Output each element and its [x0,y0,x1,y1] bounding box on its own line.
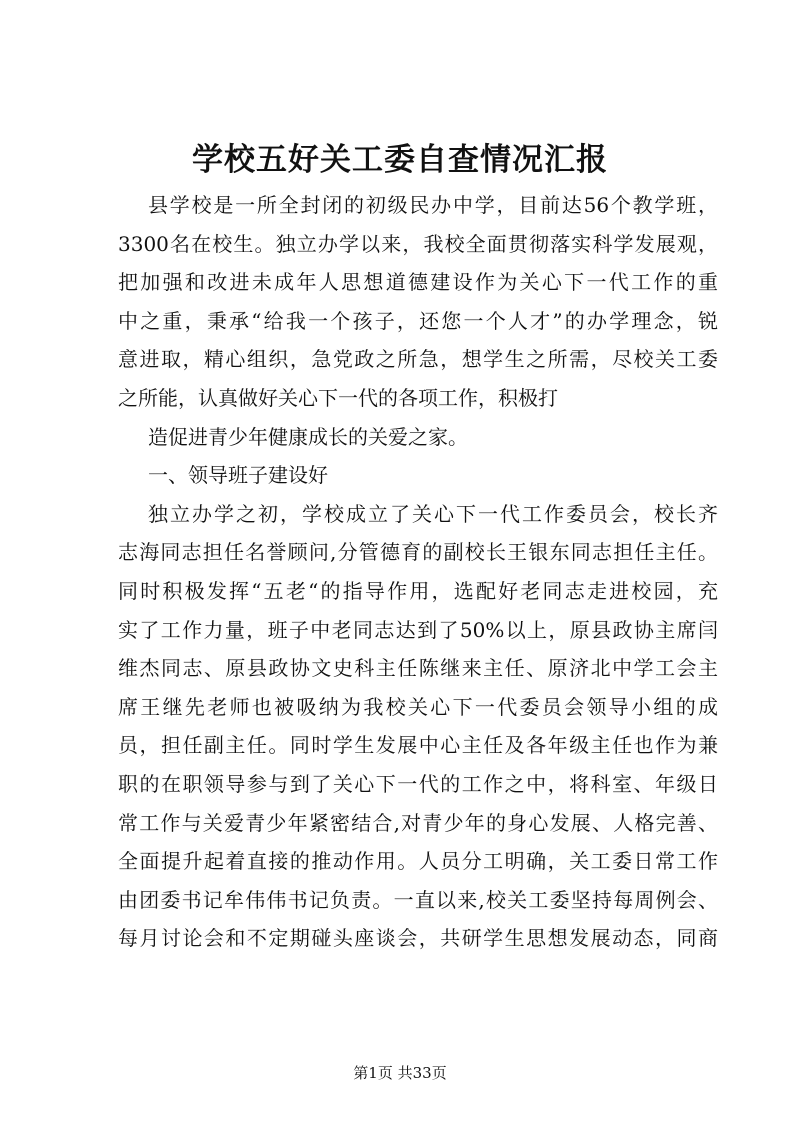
paragraph-line: 维杰同志、原县政协文史科主任陈继来主任、原济北中学工会主 [118,656,718,681]
paragraph-line: 由团委书记牟伟伟书记负责。一直以来,校关工委坚持每周例会、 [118,887,718,912]
paragraph-line: 中之重，秉承“给我一个孩子，还您一个人才”的办学理念，锐 [118,308,718,333]
paragraph-line: 之所能，认真做好关心下一代的各项工作，积极打 [118,385,558,410]
paragraph-line: 造促进青少年健康成长的关爱之家。 [148,424,468,449]
paragraph-line: 职的在职领导参与到了关心下一代的工作之中，将科室、年级日 [118,771,718,796]
paragraph-line: 常工作与关爱青少年紧密结合,对青少年的身心发展、人格完善、 [118,810,718,835]
paragraph-line: 席王继先老师也被吸纳为我校关心下一代委员会领导小组的成 [118,694,718,719]
paragraph-line: 员，担任副主任。同时学生发展中心主任及各年级主任也作为兼 [118,733,718,758]
paragraph-line: 每月讨论会和不定期碰头座谈会，共研学生思想发展动态，同商 [118,926,718,951]
section-heading: 一、领导班子建设好 [148,463,328,488]
paragraph-line: 志海同志担任名誉顾问,分管德育的副校长王银东同志担任主任。 [118,540,718,565]
paragraph-line: 3300名在校生。独立办学以来，我校全面贯彻落实科学发展观， [118,231,718,256]
paragraph-line: 同时积极发挥“五老“的指导作用，选配好老同志走进校园，充 [118,578,718,603]
paragraph-line: 意进取，精心组织，急党政之所急，想学生之所需，尽校关工委 [118,347,718,372]
paragraph-line: 全面提升起着直接的推动作用。人员分工明确，关工委日常工作 [118,849,718,874]
paragraph-line: 实了工作力量，班子中老同志达到了50%以上，原县政协主席闫 [118,617,718,642]
paragraph-line: 把加强和改进未成年人思想道德建设作为关心下一代工作的重 [118,270,718,295]
paragraph-line: 独立办学之初，学校成立了关心下一代工作委员会，校长齐 [148,501,718,526]
document-title: 学校五好关工委自查情况汇报 [192,142,608,178]
page-footer: 第1页 共33页 [353,1064,447,1082]
document-body [118,186,718,958]
paragraph-line: 县学校是一所全封闭的初级民办中学，目前达56个教学班， [148,193,718,217]
